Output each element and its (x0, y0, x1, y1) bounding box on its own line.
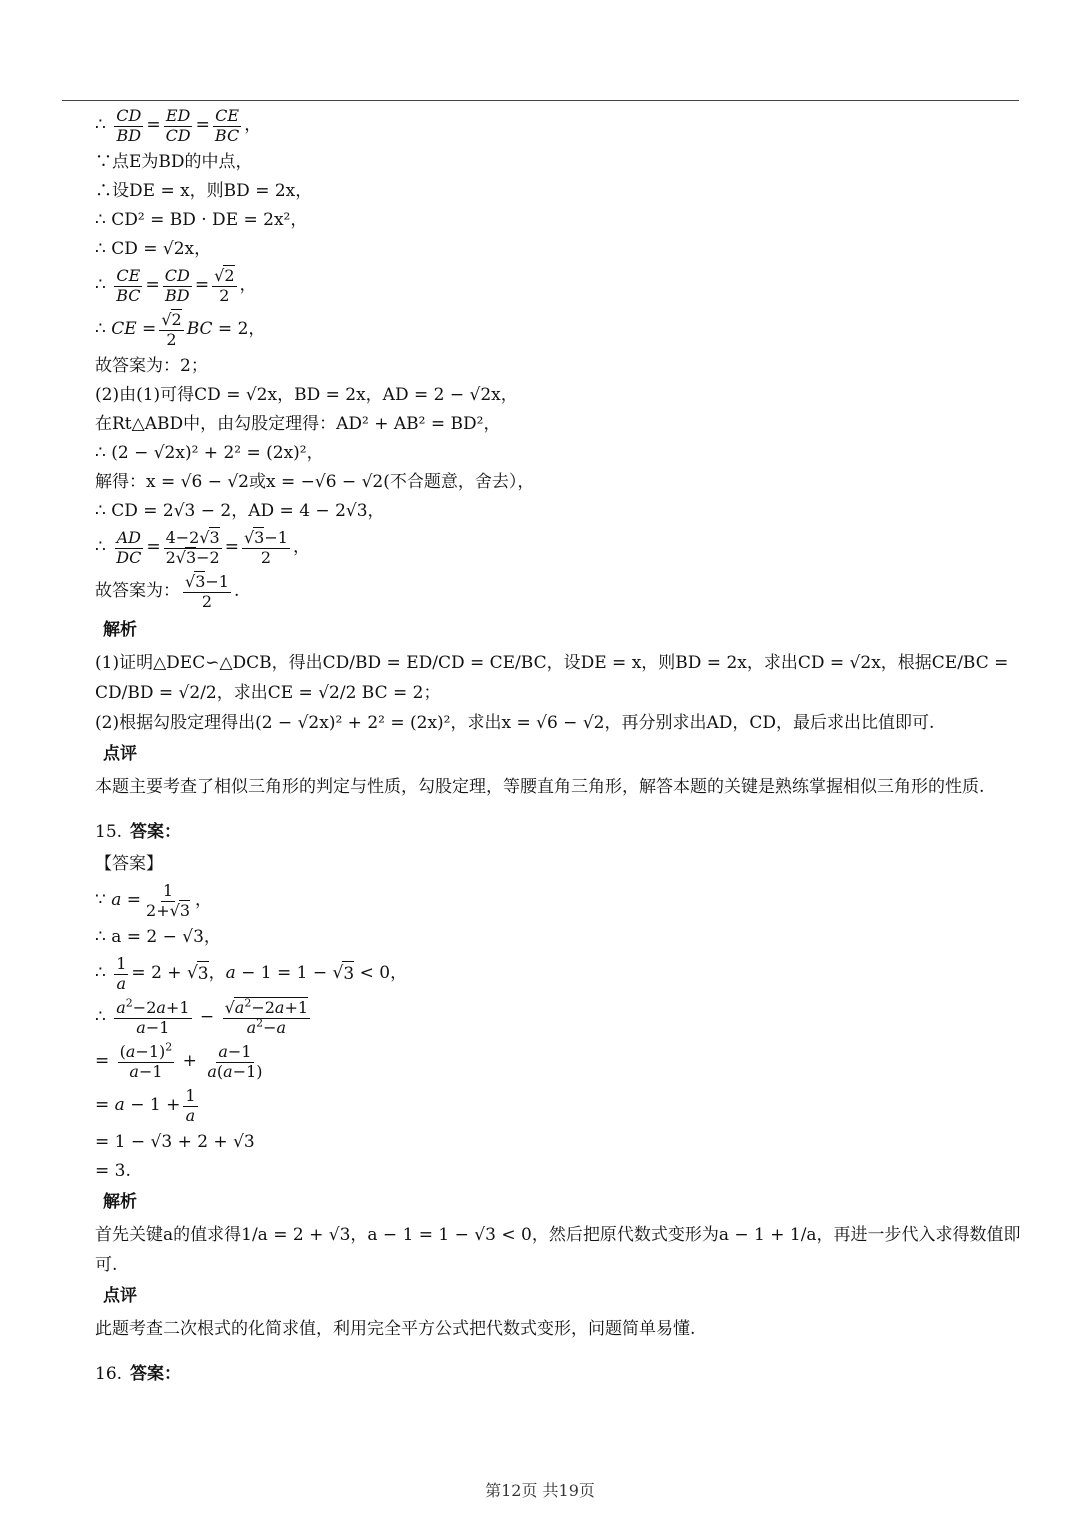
text-line: 故答案为：2； (95, 355, 208, 376)
header-rule (62, 100, 1019, 101)
analysis-text: 首先关键a的值求得1/a = 2 + √3，a − 1 = 1 − √3 < 0，然后把原代数式变形为a − 1 + 1/a，再进一步代入求得数值即可. (95, 1225, 1021, 1275)
question-number: 16. (95, 1364, 123, 1385)
text-line: (2)由(1)可得CD = √2x，BD = 2x，AD = 2 − √2x， (95, 384, 518, 405)
text-line: 在Rt△ABD中，由勾股定理得：AD² + AB² = BD²， (95, 413, 501, 434)
text-line: ∴ (2 − √2x)² + 2² = (2x)²， (95, 442, 324, 463)
text-line: ∴ CD = 2√3 − 2，AD = 4 − 2√3， (95, 500, 385, 521)
eq-line: ∴ $\frac{AD}{DC}$ = $\frac{4-2√3}{2√3-2}$ = $\frac{√3-1}{2}$ ， (95, 527, 310, 567)
eq-line: 故答案为： $\frac{√3-1}{2}$ . (95, 571, 240, 611)
analysis-text: (2)根据勾股定理得出(2 − √2x)² + 2² = (2x)²，求出x = √6 − √2，再分别求出AD，CD，最后求出比值即可. (95, 713, 935, 733)
eq-line: ∴ $\frac{CD}{BD}$ = $\frac{ED}{CD}$ = $\frac{CE}{BC}$ ， (95, 105, 262, 145)
text-line: ∴ CD² = BD · DE = 2x²， (95, 209, 308, 230)
page-footer: 第12页 共19页 (485, 1481, 595, 1500)
eq-line: ∵ a = $\frac{1}{2+√3}$ ， (95, 880, 212, 920)
eq-line: = $\frac{(a-1)^2}{a-1}$ + $\frac{a-1}{a(a-1)}$ (95, 1040, 263, 1081)
question-number: 15. (95, 822, 123, 843)
text-line: ∴ CD = √2x， (95, 238, 212, 259)
answer-tag: 【答案】 (95, 853, 163, 874)
eq-line: = a − 1 + $\frac{1}{a}$ (95, 1085, 196, 1125)
section-heading-analysis: 解析 (103, 1192, 137, 1213)
question-15-header (95, 816, 1035, 850)
section-heading-comment: 点评 (103, 1286, 137, 1307)
section-heading-comment: 点评 (103, 744, 137, 765)
comment-text: 此题考查二次根式的化简求值，利用完全平方公式把代数式变形，问题简单易懂. (95, 1319, 696, 1339)
eq-line: ∴ CE = $\frac{√2}{2}$ BC = 2， (95, 309, 266, 349)
text-line: 解得：x = √6 − √2或x = −√6 − √2(不合题意，舍去）， (95, 471, 535, 492)
question-16-header (95, 1358, 1035, 1392)
section-heading-analysis: 解析 (103, 620, 137, 641)
text-line: = 3. (95, 1160, 131, 1181)
analysis-text: (1)证明△DEC∽△DCB，得出CD/BD = ED/CD = CE/BC，设DE = x，则BD = 2x，求出CD = √2x，根据CE/BC = CD/BD = √2/2，求出CE = √2/2 BC = 2； (95, 653, 1009, 703)
eq-line: ∴ $\frac{CE}{BC}$ = $\frac{CD}{BD}$ = $\frac{√2}{2}$ ， (95, 265, 257, 305)
text-line: ∵点E为BD的中点， (95, 151, 253, 172)
text-line: ∴ a = 2 − √3， (95, 926, 221, 947)
eq-line: ∴ $\frac{a^2-2a+1}{a-1}$ − $\frac{√a^2-2a+1}{a^2-a}$ (95, 996, 309, 1037)
eq-line: ∴ $\frac{1}{a}$ = 2 + √ 3 ， a − 1 = 1 − √ 3 < 0， (95, 953, 408, 993)
answer-label: 答案： (130, 822, 182, 843)
text-line: ∴设DE = x，则BD = 2x， (95, 180, 313, 201)
comment-text: 本题主要考查了相似三角形的判定与性质，勾股定理，等腰直角三角形，解答本题的关键是熟练掌握相似三角形的性质. (95, 777, 985, 797)
text-line: = 1 − √3 + 2 + √3 (95, 1131, 255, 1152)
solution-page (95, 104, 1035, 1392)
answer-label: 答案： (130, 1364, 182, 1385)
